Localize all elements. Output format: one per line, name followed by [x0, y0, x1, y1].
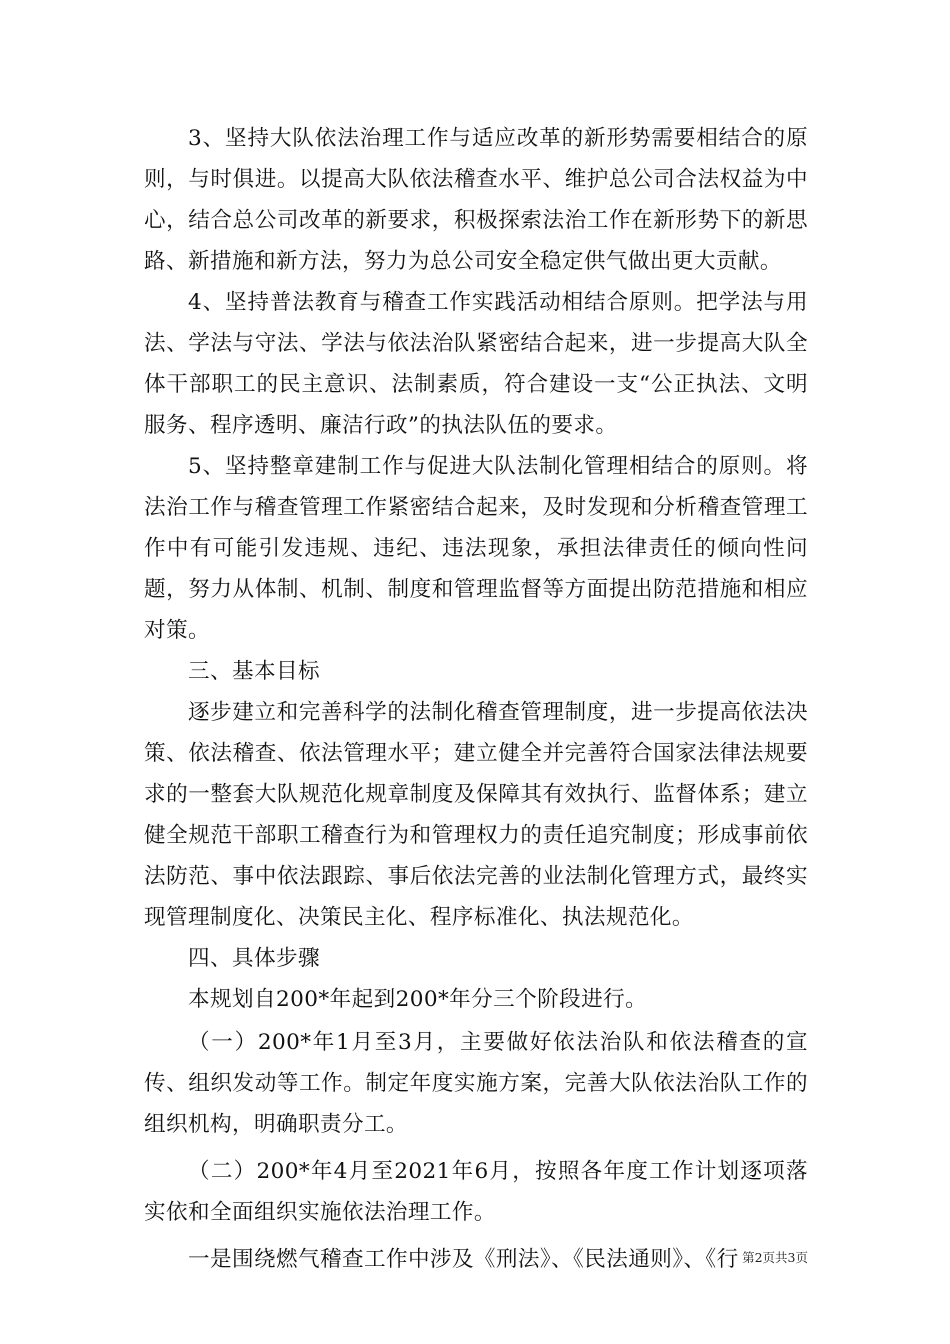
paragraph-stage-2: （二）200*年4月至2021年6月，按照各年度工作计划逐项落实依和全面组织实施依法治理工作。 [144, 1159, 808, 1225]
paragraph-principle-3: 3、坚持大队依法治理工作与适应改革的新形势需要相结合的原则，与时俱进。以提高大队依法稽查水平、维护总公司合法权益为中心，结合总公司改革的新要求，积极探索法治工作在新形势下的新思路、新措施和新方法，努力为总公司安全稳定供气做出更大贡献。 [144, 126, 808, 274]
paragraph-principle-5: 5、坚持整章建制工作与促进大队法制化管理相结合的原则。将法治工作与稽查管理工作紧密结合起来，及时发现和分析稽查管理工作中有可能引发违规、违纪、违法现象，承担法律责任的倾向性问题，努力从体制、机制、制度和管理监督等方面提出防范措施和相应对策。 [144, 454, 808, 643]
document-body [144, 118, 808, 1280]
paragraph-principle-4: 4、坚持普法教育与稽查工作实践活动相结合原则。把学法与用法、学法与守法、学法与依法治队紧密结合起来，进一步提高大队全体干部职工的民主意识、法制素质，符合建设一支“公正执法、文明服务、程序透明、廉洁行政”的执法队伍的要求。 [144, 290, 808, 438]
paragraph-plan-stages: 本规划自200*年起到200*年分三个阶段进行。 [188, 987, 648, 1012]
paragraph-basic-goals: 逐步建立和完善科学的法制化稽查管理制度，进一步提高依法决策、依法稽查、依法管理水平；建立健全并完善符合国家法律法规要求的一整套大队规范化规章制度及保障其有效执行、监督体系；建立健全规范干部职工稽查行为和管理权力的责任追究制度；形成事前依法防范、事中依法跟踪、事后依法完善的业法制化管理方式，最终实现管理制度化、决策民主化、程序标准化、执法规范化。 [144, 700, 808, 930]
page-number-footer: 第2页共3页 [742, 1250, 808, 1265]
section-heading-specific-steps: 四、具体步骤 [188, 946, 320, 971]
paragraph-item-1: 一是围绕燃气稽查工作中涉及《刑法》、《民法通则》、《行 [188, 1247, 739, 1272]
paragraph-stage-1: （一）200*年1月至3月，主要做好依法治队和依法稽查的宣传、组织发动等工作。制定年度实施方案，完善大队依法治队工作的组织机构，明确职责分工。 [144, 1030, 808, 1137]
section-heading-basic-goals: 三、基本目标 [188, 659, 320, 684]
